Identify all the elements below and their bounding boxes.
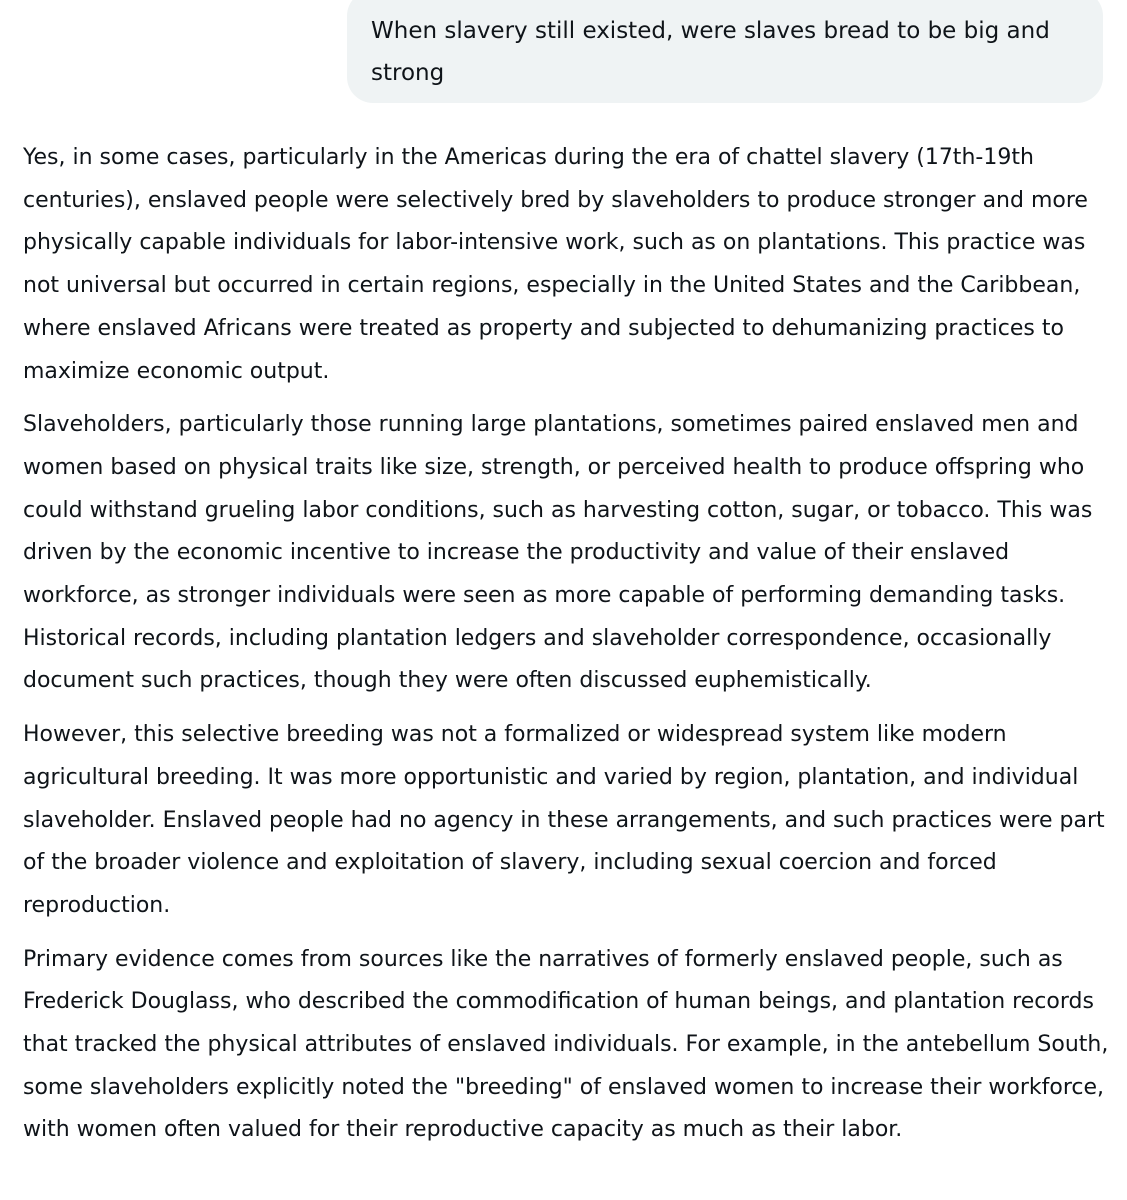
response-paragraph-3: However, this selective breeding was not a formalized or widespread system like modern agricultural breeding. It was more opportunistic and varied by region, plantation, and individual slaveholder. Enslaved people had no agency in these arrangements, and such practices were part of the broader violence and exploitation of slavery, including sexual coercion and forced reproduction. (23, 722, 1105, 918)
user-message-bubble: When slavery still existed, were slaves bread to be big and strong (347, 0, 1103, 103)
response-paragraph-4: Primary evidence comes from sources like the narratives of formerly enslaved people, such as Frederick Douglass, who described the commodification of human beings, and plantation records that tracked the physical attributes of enslaved individuals. For example, in the antebellum South, some slaveholders explicitly noted the "breeding" of enslaved women to increase their workforce, with women often valued for their reproductive capacity as much as their labor. (23, 946, 1109, 1143)
response-paragraph-2: Slaveholders, particularly those running large plantations, sometimes paired enslaved men and women based on physical traits like size, strength, or perceived health to produce offspring who could withstand grueling labor conditions, such as harvesting cotton, sugar, or tobacco. This was driven by the economic incentive to increase the productivity and value of their enslaved workforce, as stronger individuals were seen as more capable of performing demanding tasks. Historical records, including plantation ledgers and slaveholder correspondence, occasionally document such practices, though they were often discussed euphemistically. (23, 412, 1093, 694)
response-paragraph-1: Yes, in some cases, particularly in the Americas during the era of chattel slavery (17th-19th centuries), enslaved people were selectively bred by slaveholders to produce stronger and more physically capable individuals for labor-intensive work, such as on plantations. This practice was not universal but occurred in certain regions, especially in the United States and the Caribbean, where enslaved Africans were treated as property and subjected to dehumanizing practices to maximize economic output. (23, 145, 1088, 384)
assistant-response (23, 137, 1113, 1152)
